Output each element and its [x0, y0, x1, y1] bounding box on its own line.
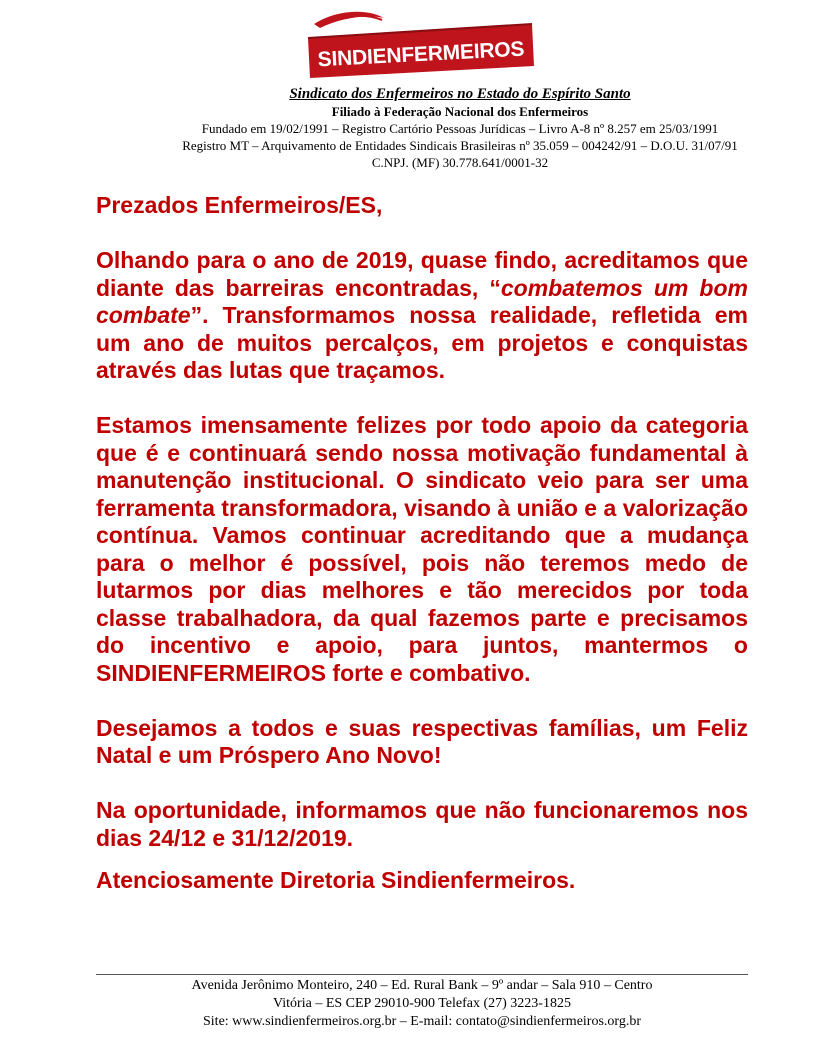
paragraph-1-start: Olhando para o ano de 2019, quase findo, acreditamos que diante das barreiras encontradas, “: [96, 247, 748, 301]
sindienfermeiros-logo: [306, 8, 536, 78]
paragraph-3: Desejamos a todos e suas respectivas famílias, um Feliz Natal e um Próspero Ano Novo!: [96, 714, 748, 768]
mt-registration: Registro MT – Arquivamento de Entidades Sindicais Brasileiras nº 35.059 – 004242/91 – D.O.U. 31/07/91: [182, 138, 738, 153]
union-name: Sindicato dos Enfermeiros no Estado do Espírito Santo: [289, 86, 631, 102]
closing: Atenciosamente Diretoria Sindienfermeiros.: [96, 867, 576, 893]
affiliation: Filiado à Federação Nacional dos Enfermeiros: [331, 104, 589, 119]
paragraph-2: Estamos imensamente felizes por todo apoio da categoria que é e continuará sendo nossa motivação fundamental à manutenção institucional. O sindicato veio para ser uma ferramenta transformadora, visando à união e a valorização contínua. Vamos continuar acreditando que a mudança para o melhor é possível, pois não teremos medo de lutarmos por dias melhores e tão merecidos por toda classe trabalhadora, da qual fazemos parte e precisamos do incentivo e apoio, para juntos, mantermos o SINDIENFERMEIROS forte e combativo.: [96, 412, 748, 686]
letter-body: [96, 192, 748, 895]
footer-contact: Site: www.sindienfermeiros.org.br – E-mail: contato@sindienfermeiros.org.br: [203, 1014, 641, 1029]
founding-registration: Fundado em 19/02/1991 – Registro Cartório Pessoas Jurídicas – Livro A-8 nº 8.257 em 25/03/1991: [201, 121, 719, 136]
paragraph-1-quote: combatemos um bom combate: [96, 274, 748, 328]
footer-city-phone: Vitória – ES CEP 29010-900 Telefax (27) 3223-1825: [273, 996, 571, 1011]
greeting: Prezados Enfermeiros/ES,: [96, 192, 383, 218]
logo-swoosh-icon: [314, 12, 384, 28]
footer-address: Avenida Jerônimo Monteiro, 240 – Ed. Rural Bank – 9º andar – Sala 910 – Centro: [191, 978, 653, 993]
logo-wordmark: SINDIENFERMEIROS: [317, 37, 525, 72]
footer-divider: [96, 974, 748, 975]
paragraph-4: Na oportunidade, informamos que não funcionaremos nos dias 24/12 e 31/12/2019.: [96, 797, 748, 851]
paragraph-1: [96, 247, 748, 385]
paragraph-1-end: ”. Transformamos nossa realidade, refletida em um ano de muitos percalços, em projetos e conquistas através das lutas que traçamos.: [96, 302, 748, 383]
footer: [96, 977, 748, 1031]
cnpj: C.NPJ. (MF) 30.778.641/0001-32: [371, 155, 549, 170]
letterhead: [60, 84, 810, 171]
